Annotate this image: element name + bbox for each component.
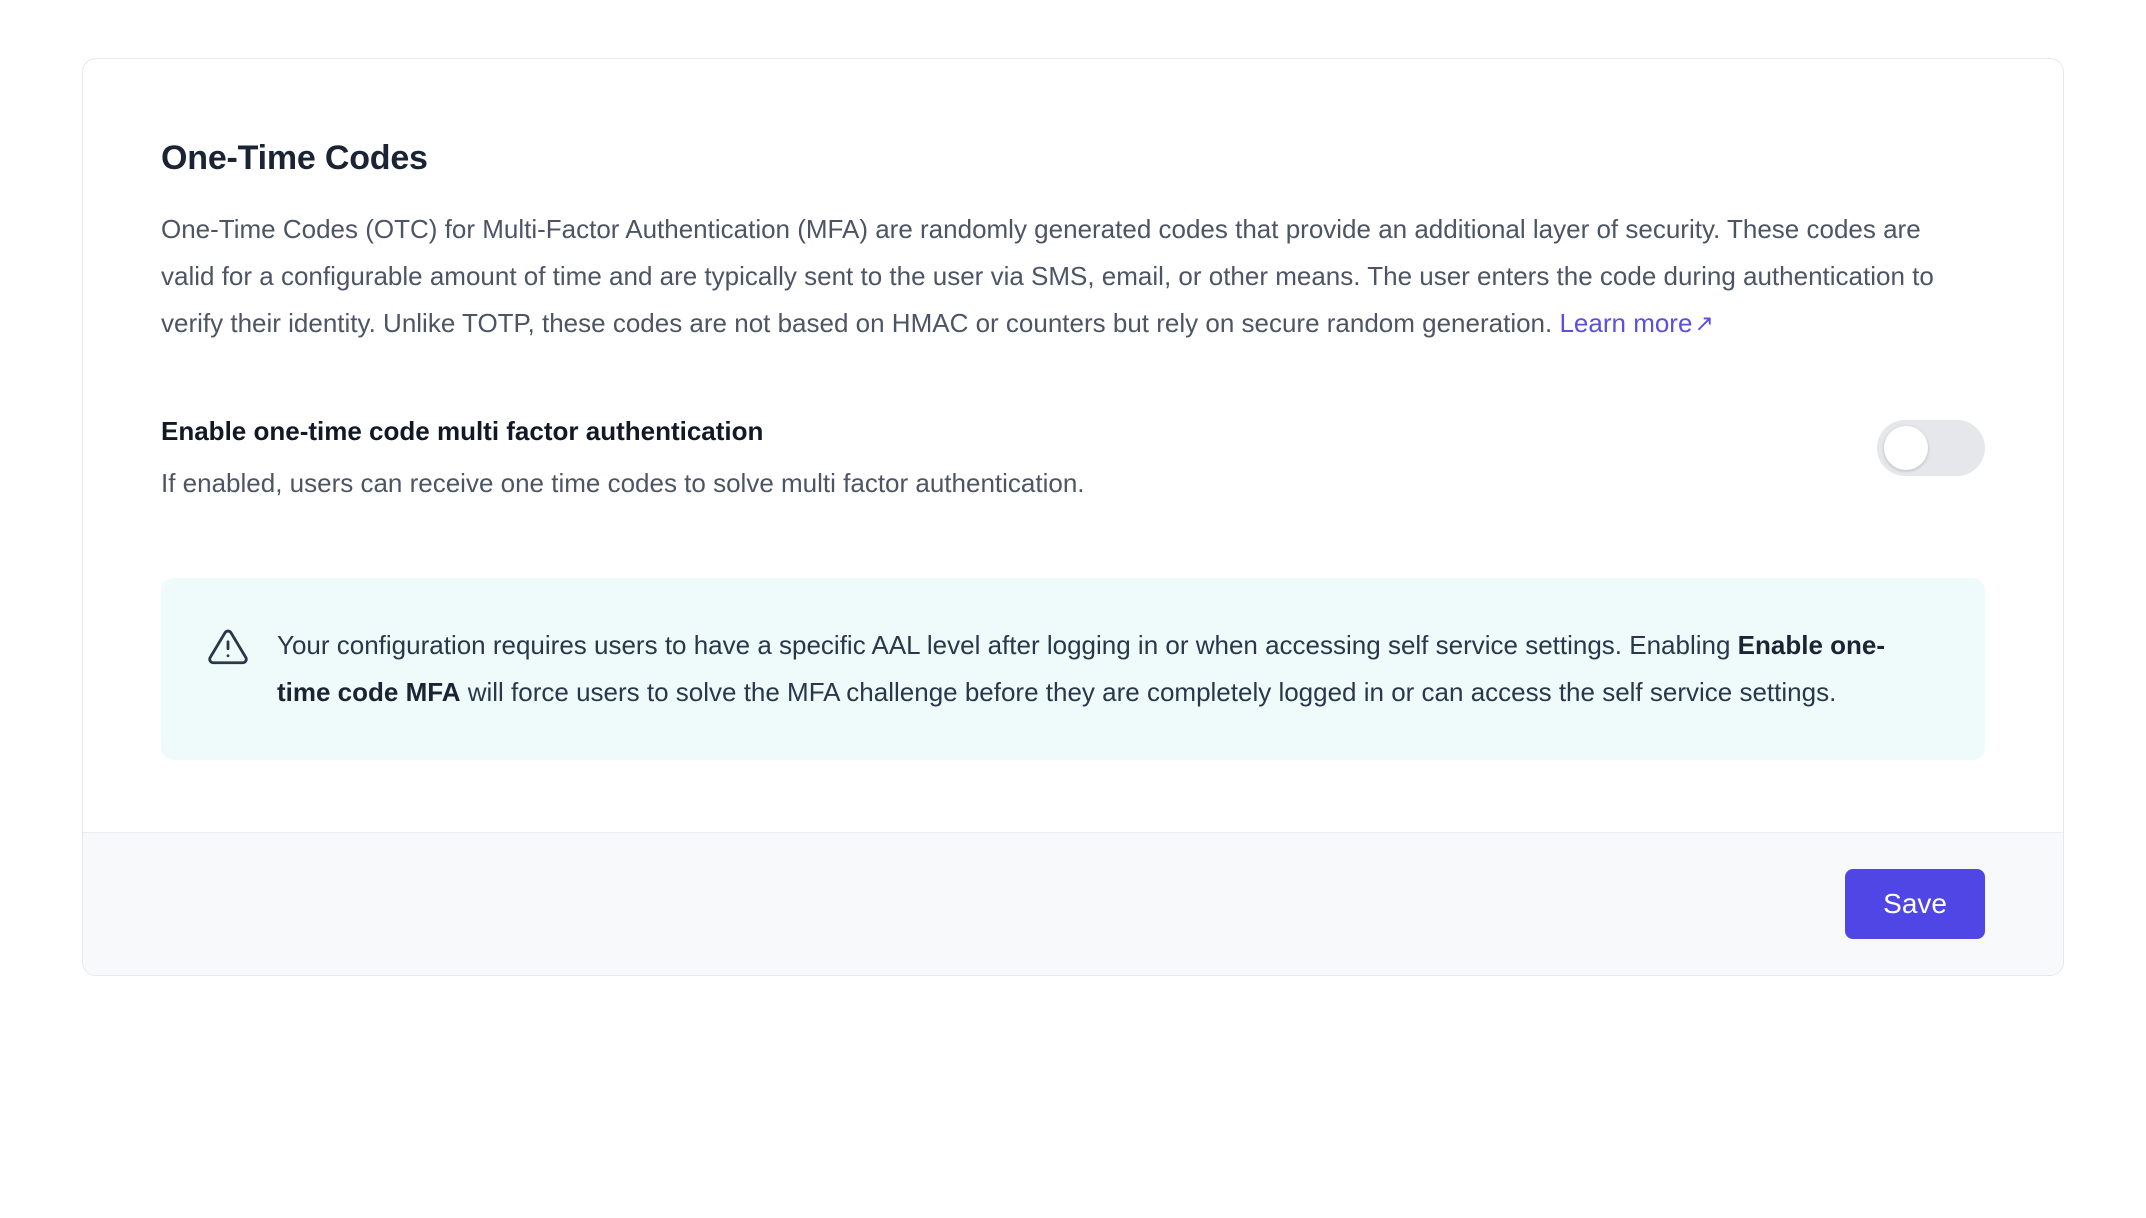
enable-otc-toggle[interactable] — [1877, 420, 1985, 476]
enable-otc-setting-row — [161, 414, 1985, 500]
card-body — [83, 59, 2063, 760]
card-description — [161, 206, 1971, 348]
setting-label: Enable one-time code multi factor authentication — [161, 416, 764, 446]
callout-text — [277, 622, 1937, 716]
setting-texts — [161, 414, 1085, 500]
learn-more-label: Learn more — [1559, 308, 1693, 338]
callout-text-before: Your configuration requires users to have a specific AAL level after logging in or when accessing self service settings. Enabling — [277, 630, 1738, 660]
card-footer — [83, 832, 2063, 975]
aal-warning-callout — [161, 578, 1985, 760]
learn-more-link[interactable] — [1559, 308, 1713, 338]
toggle-knob — [1884, 426, 1928, 470]
setting-sublabel: If enabled, users can receive one time codes to solve multi factor authentication. — [161, 468, 1085, 498]
callout-text-bold: Enable one-time code MFA — [277, 630, 1886, 707]
warning-triangle-icon — [207, 626, 249, 668]
one-time-codes-card — [82, 58, 2064, 976]
save-button[interactable]: Save — [1845, 869, 1985, 939]
external-link-arrow-icon: ↗ — [1694, 310, 1714, 336]
callout-text-after: will force users to solve the MFA challenge before they are completely logged in or can access the self service settings. — [460, 677, 1837, 707]
card-description-text: One-Time Codes (OTC) for Multi-Factor Authentication (MFA) are randomly generated codes that provide an additional layer of security. These codes are valid for a configurable amount of time and are typically sent to the user via SMS, email, or other means. The user enters the code during authentication to verify their identity. Unlike TOTP, these codes are not based on HMAC or counters but rely on secure random generation. — [161, 214, 1934, 338]
page-title: One-Time Codes — [161, 139, 428, 177]
